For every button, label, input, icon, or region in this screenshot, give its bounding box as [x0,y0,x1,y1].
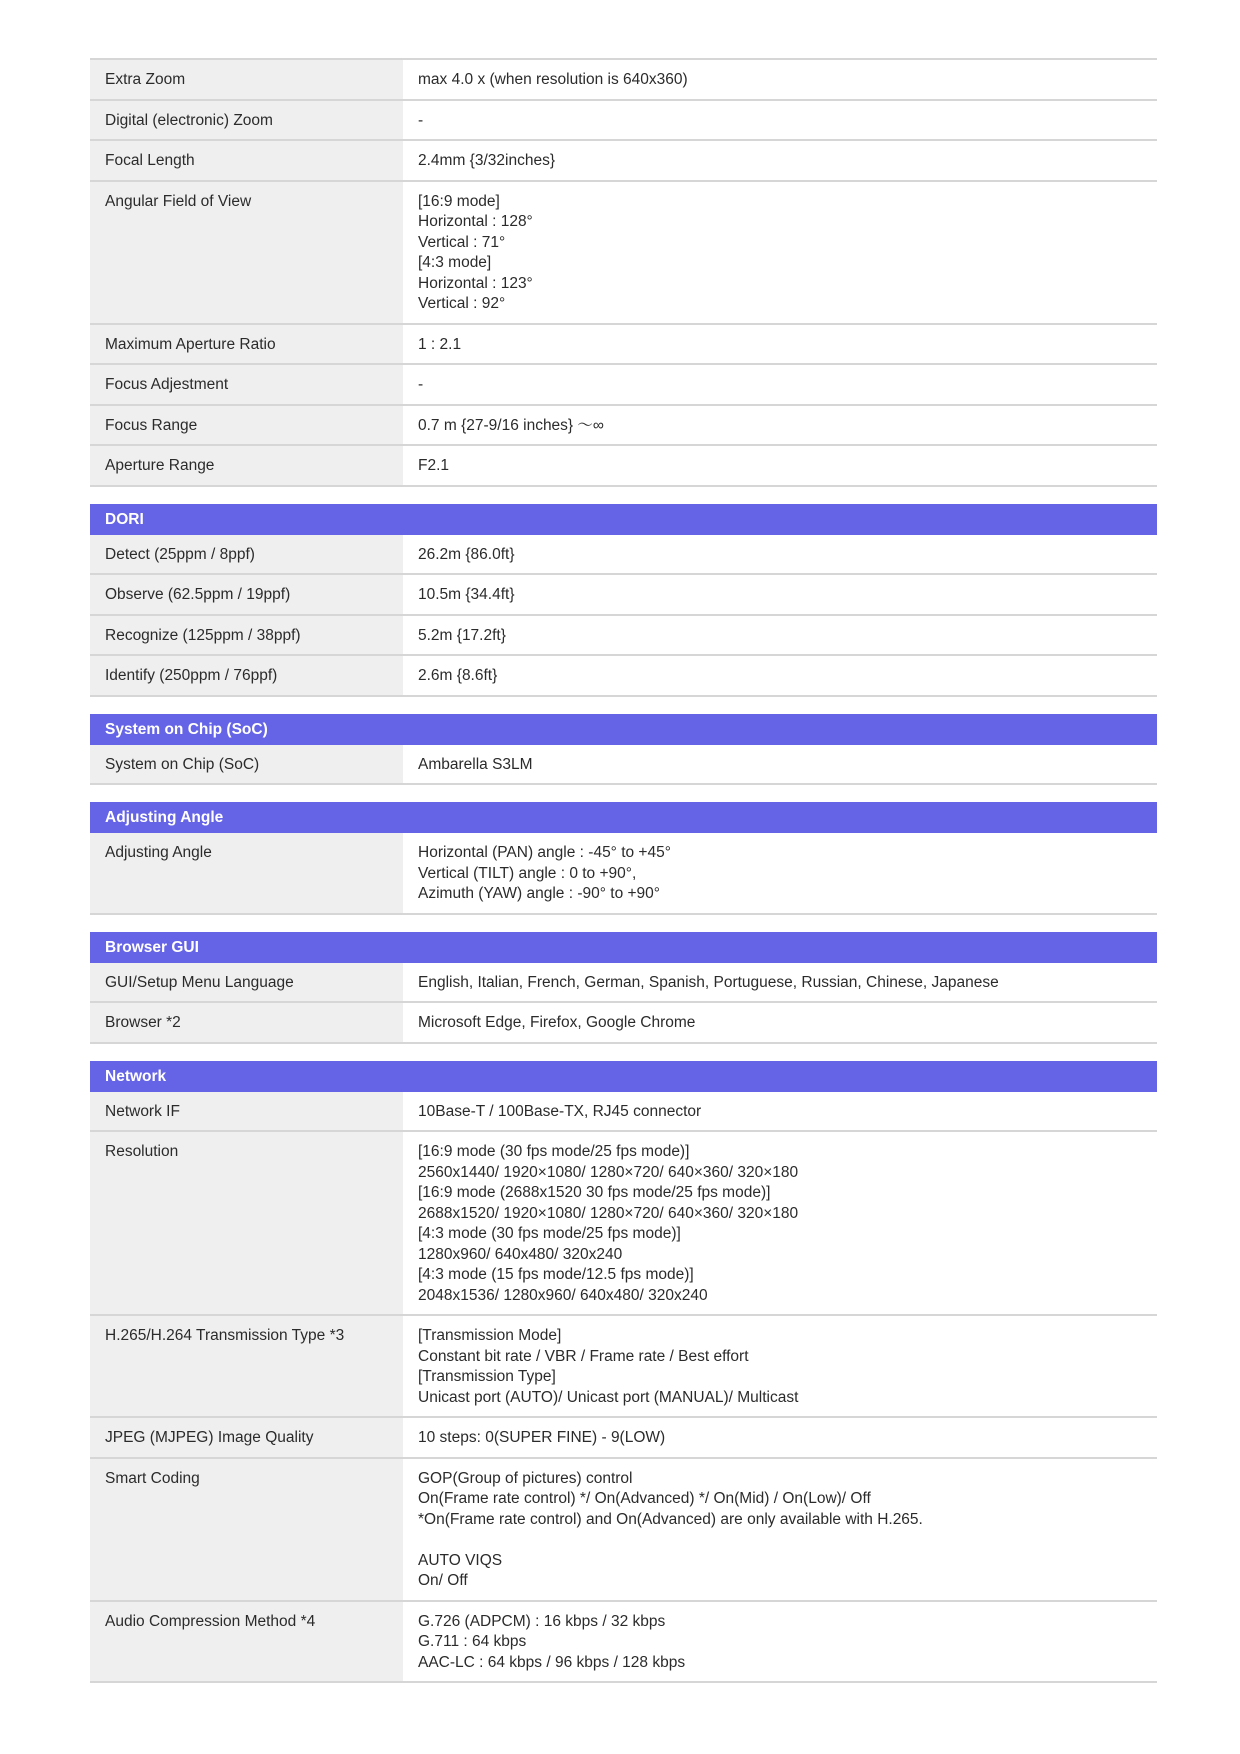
spec-value-line: 10Base-T / 100Base-TX, RJ45 connector [418,1102,702,1120]
spec-label: Angular Field of View [90,182,403,323]
spec-row [90,575,1157,616]
spec-row [90,1132,1157,1316]
spec-rows [90,535,1157,697]
spec-value [403,1602,1157,1682]
spec-section [90,932,1157,1044]
spec-value-line: Vertical (TILT) angle : 0 to +90°, [418,864,637,882]
spec-value [403,182,1157,323]
spec-value [403,446,1157,485]
spec-value [403,406,1157,445]
spec-row [90,1459,1157,1602]
section-header: Network [90,1061,1157,1092]
spec-value-line: [16:9 mode (2688x1520 30 fps mode/25 fps mode)] [418,1184,771,1201]
section-header: Browser GUI [90,932,1157,963]
spec-rows [90,963,1157,1044]
spec-value [403,963,1157,1002]
spec-value [403,365,1157,404]
spec-row [90,1092,1157,1133]
spec-row [90,833,1157,915]
spec-value-line: Vertical : 92° [418,295,506,312]
spec-value [403,141,1157,180]
spec-value-line: On/ Off [418,1572,468,1589]
spec-value-line: [Transmission Mode] [418,1327,562,1344]
spec-label: JPEG (MJPEG) Image Quality [90,1418,403,1457]
spec-value-line: max 4.0 x (when resolution is 640x360) [418,71,688,88]
spec-row [90,365,1157,406]
spec-value-line: [Transmission Type] [418,1368,556,1385]
spec-label: GUI/Setup Menu Language [90,963,403,1002]
spec-row [90,1316,1157,1418]
spec-row [90,182,1157,325]
spec-rows [90,745,1157,786]
spec-row [90,60,1157,101]
spec-value-line: [4:3 mode] [418,254,492,271]
spec-value-line: G.711 : 64 kbps [418,1633,527,1650]
spec-row [90,535,1157,576]
spec-value-line: 10.5m {34.4ft} [418,586,515,603]
spec-value-line: *On(Frame rate control) and On(Advanced) are only available with H.265. [418,1510,923,1528]
spec-value-line: [4:3 mode (30 fps mode/25 fps mode)] [418,1225,681,1242]
spec-value-line: AUTO VIQS [418,1551,503,1569]
spec-value [403,1132,1157,1314]
spec-value-line: 5.2m {17.2ft} [418,626,506,644]
spec-value-line: [16:9 mode] [418,192,500,210]
spec-label: Identify (250ppm / 76ppf) [90,656,403,695]
section-header: System on Chip (SoC) [90,714,1157,745]
spec-value-line: [4:3 mode (15 fps mode/12.5 fps mode)] [418,1266,694,1283]
spec-value-line [418,1530,1147,1551]
spec-value [403,575,1157,614]
spec-rows [90,58,1157,487]
spec-value [403,616,1157,655]
spec-value-line: Unicast port (AUTO)/ Unicast port (MANUAL)/ Multicast [418,1388,799,1406]
spec-row [90,963,1157,1004]
spec-section [90,1061,1157,1684]
spec-label: Extra Zoom [90,60,403,99]
spec-label: Resolution [90,1132,403,1314]
spec-value [403,60,1157,99]
spec-value-line: 1280x960/ 640x480/ 320x240 [418,1245,623,1263]
spec-value-line: Horizontal (PAN) angle : -45° to +45° [418,844,671,861]
spec-row [90,616,1157,657]
spec-value-line: - [418,376,424,393]
spec-label: Audio Compression Method *4 [90,1602,403,1682]
spec-label: Focus Adjestment [90,365,403,404]
spec-value-line: English, Italian, French, German, Spanish, Portuguese, Russian, Chinese, Japanese [418,973,999,991]
spec-value-line: GOP(Group of pictures) control [418,1469,633,1487]
spec-value [403,1316,1157,1416]
spec-label: Browser *2 [90,1003,403,1042]
spec-value-line: 2.6m {8.6ft} [418,667,498,684]
spec-label: Smart Coding [90,1459,403,1600]
spec-row [90,141,1157,182]
spec-value [403,535,1157,574]
spec-value-line: 2048x1536/ 1280x960/ 640x480/ 320x240 [418,1286,708,1304]
spec-value-line: [16:9 mode (30 fps mode/25 fps mode)] [418,1143,690,1160]
spec-section [90,504,1157,697]
spec-value-line: F2.1 [418,457,450,474]
spec-value-line: 2.4mm {3/32inches} [418,152,556,169]
spec-label: Digital (electronic) Zoom [90,101,403,140]
spec-label: Adjusting Angle [90,833,403,913]
spec-label: Network IF [90,1092,403,1131]
spec-value-line: Horizontal : 123° [418,274,533,292]
section-header: Adjusting Angle [90,802,1157,833]
spec-label: Observe (62.5ppm / 19ppf) [90,575,403,614]
spec-value-line: 10 steps: 0(SUPER FINE) - 9(LOW) [418,1429,666,1446]
spec-value-line: 2560x1440/ 1920×1080/ 1280×720/ 640×360/ 320×180 [418,1163,799,1181]
spec-label: Focal Length [90,141,403,180]
spec-value-line: 2688x1520/ 1920×1080/ 1280×720/ 640×360/ 320×180 [418,1204,799,1222]
section-header: DORI [90,504,1157,535]
spec-label: Focus Range [90,406,403,445]
spec-value [403,1003,1157,1042]
spec-value [403,833,1157,913]
spec-value-line: Microsoft Edge, Firefox, Google Chrome [418,1014,696,1031]
spec-section [90,58,1157,487]
spec-value [403,1459,1157,1600]
spec-value-line: On(Frame rate control) */ On(Advanced) */ On(Mid) / On(Low)/ Off [418,1490,871,1507]
spec-rows [90,833,1157,915]
spec-value [403,656,1157,695]
spec-value-line: Constant bit rate / VBR / Frame rate / Best effort [418,1347,749,1365]
spec-value-line: 0.7 m {27-9/16 inches} ～∞ [418,416,604,434]
spec-value-line: - [418,111,424,129]
spec-label: Aperture Range [90,446,403,485]
spec-section [90,714,1157,786]
spec-value-line: AAC-LC : 64 kbps / 96 kbps / 128 kbps [418,1653,686,1671]
spec-label: System on Chip (SoC) [90,745,403,784]
spec-row [90,446,1157,487]
spec-label: Detect (25ppm / 8ppf) [90,535,403,574]
spec-row [90,1602,1157,1684]
spec-value [403,1092,1157,1131]
spec-rows [90,1092,1157,1684]
spec-value [403,101,1157,140]
spec-label: Maximum Aperture Ratio [90,325,403,364]
spec-sheet [90,58,1157,1683]
spec-label: Recognize (125ppm / 38ppf) [90,616,403,655]
spec-value-line: 1 : 2.1 [418,335,462,353]
spec-row [90,101,1157,142]
spec-row [90,1003,1157,1044]
spec-section [90,802,1157,915]
spec-value [403,1418,1157,1457]
spec-row [90,745,1157,786]
spec-label: H.265/H.264 Transmission Type *3 [90,1316,403,1416]
spec-value-line: Vertical : 71° [418,233,506,251]
spec-value-line: Ambarella S3LM [418,755,533,773]
spec-value-line: G.726 (ADPCM) : 16 kbps / 32 kbps [418,1612,666,1630]
spec-value [403,745,1157,784]
spec-row [90,656,1157,697]
spec-row [90,406,1157,447]
spec-value-line: Horizontal : 128° [418,213,533,230]
spec-value-line: Azimuth (YAW) angle : -90° to +90° [418,885,660,902]
spec-row [90,325,1157,366]
spec-value-line: 26.2m {86.0ft} [418,545,515,563]
spec-row [90,1418,1157,1459]
spec-value [403,325,1157,364]
